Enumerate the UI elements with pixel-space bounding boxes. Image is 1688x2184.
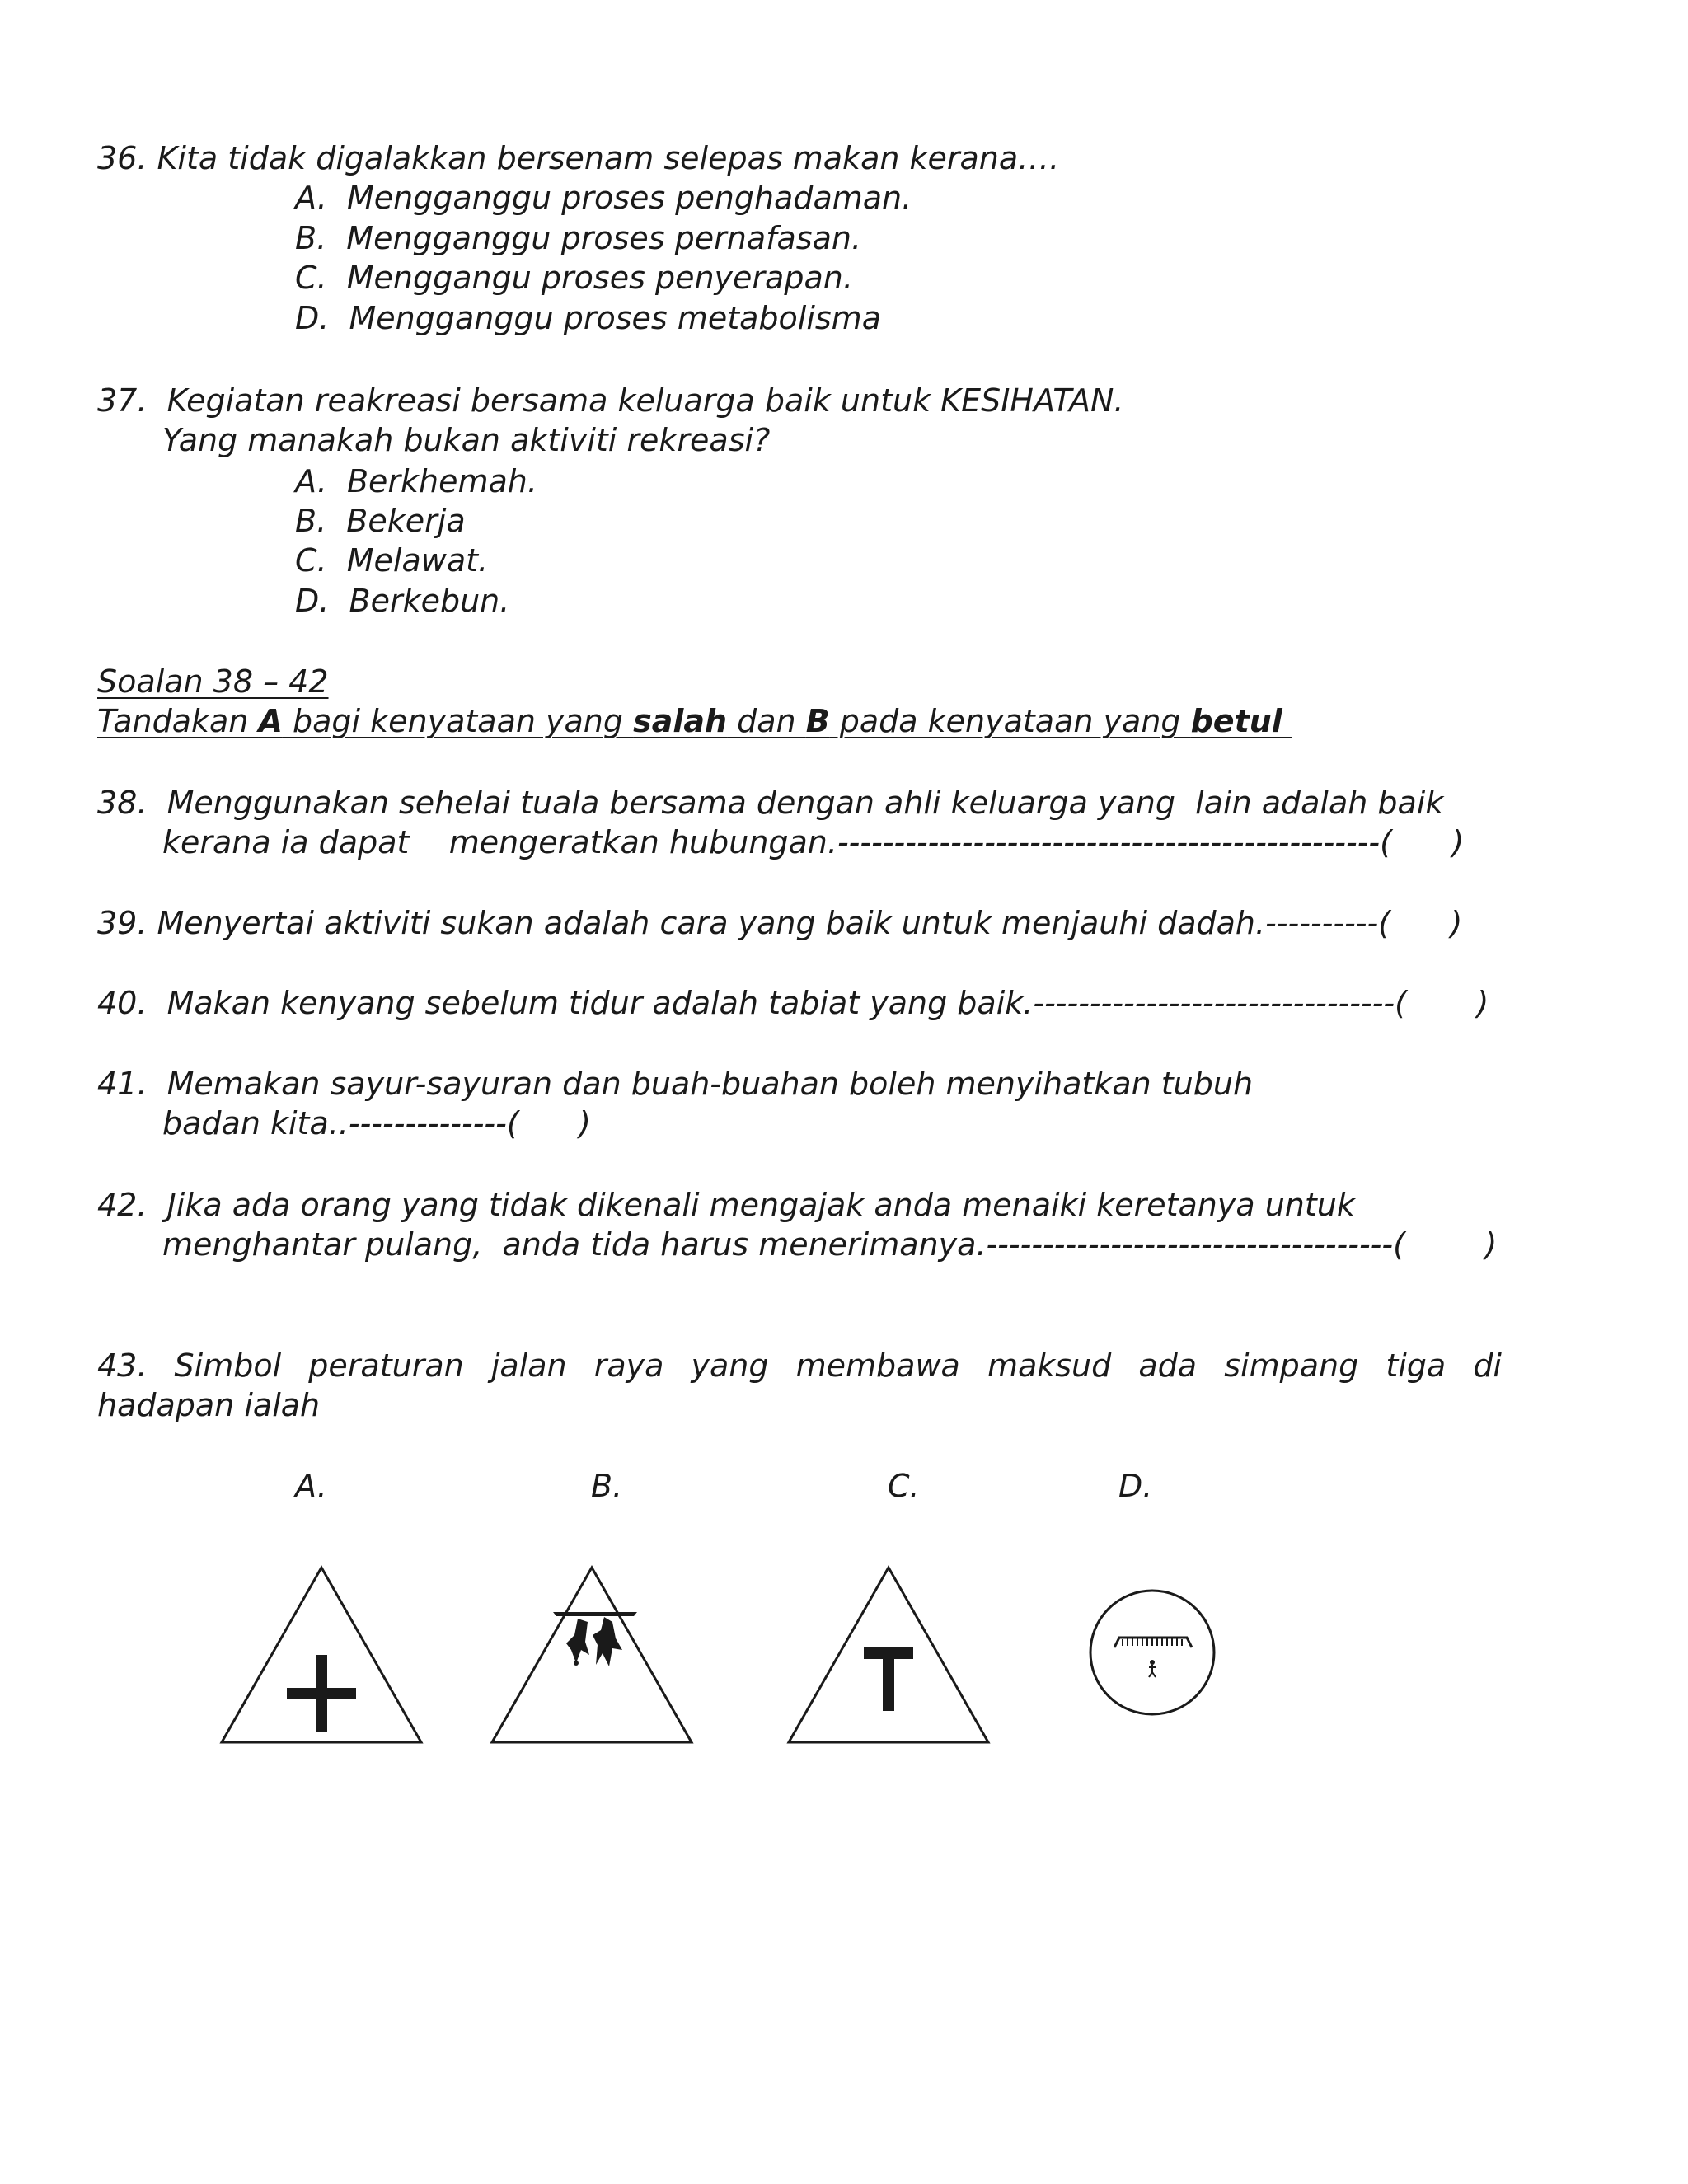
q38-line-2[interactable]: kerana ia dapat mengeratkan hubungan.------------------------------------------------( ) bbox=[162, 824, 1465, 860]
pictogram-dot bbox=[574, 1661, 579, 1666]
q37-stem-line-2: Yang manakah bukan aktiviti rekreasi? bbox=[162, 422, 771, 458]
triangle-children-sign-icon[interactable] bbox=[489, 1564, 695, 1746]
q43-option-label-a[interactable]: A. bbox=[295, 1468, 327, 1504]
q37-option-a[interactable]: A. Berkhemah. bbox=[295, 463, 537, 499]
pictogram-bar bbox=[553, 1612, 637, 1616]
circle-bridge-sign-icon[interactable] bbox=[1086, 1586, 1218, 1718]
triangle-cross-sign-icon[interactable] bbox=[218, 1564, 424, 1746]
q40-line-1[interactable]: 40. Makan kenyang sebelum tidur adalah tabiat yang baik.--------------------------------( ) bbox=[97, 985, 1489, 1021]
q43-option-label-b[interactable]: B. bbox=[591, 1468, 623, 1504]
triangle-t-junction-sign-icon[interactable] bbox=[785, 1564, 992, 1746]
q36-stem: 36. Kita tidak digalakkan bersenam selepas makan kerana…. bbox=[97, 140, 1060, 176]
q37-option-b[interactable]: B. Bekerja bbox=[295, 503, 466, 539]
q43-stem-line-1: 43. Simbol peraturan jalan raya yang membawa maksud ada simpang tiga di bbox=[97, 1347, 1502, 1384]
sign-triangle-outline bbox=[492, 1568, 692, 1742]
t-stem bbox=[883, 1647, 894, 1711]
bridge-figure-head bbox=[1150, 1660, 1155, 1665]
q41-line-1: 41. Memakan sayur-sayuran dan buah-buahan boleh menyihatkan tubuh bbox=[97, 1066, 1254, 1102]
q39-line-1[interactable]: 39. Menyertai aktiviti sukan adalah cara yang baik untuk menjauhi dadah.----------( ) bbox=[97, 905, 1463, 941]
q43-option-label-c[interactable]: C. bbox=[888, 1468, 920, 1504]
q36-option-c[interactable]: C. Menggangu proses penyerapan. bbox=[295, 260, 853, 296]
q43-stem-line-2: hadapan ialah bbox=[97, 1387, 321, 1423]
q36-option-b[interactable]: B. Mengganggu proses pernafasan. bbox=[295, 220, 862, 256]
q38-line-1: 38. Menggunakan sehelai tuala bersama dengan ahli keluarga yang lain adalah baik bbox=[97, 785, 1444, 821]
q37-stem-line-1: 37. Kegiatan reakreasi bersama keluarga baik untuk KESIHATAN. bbox=[97, 382, 1124, 419]
q42-line-1: 42. Jika ada orang yang tidak dikenali mengajak anda menaiki keretanya untuk bbox=[97, 1187, 1355, 1223]
section-instruction: Tandakan A bagi kenyataan yang salah dan B pada kenyataan yang betul bbox=[97, 703, 1282, 739]
sign-circle-outline bbox=[1090, 1591, 1214, 1714]
q36-option-d[interactable]: D. Mengganggu proses metabolisma bbox=[295, 300, 881, 336]
q43-option-label-d[interactable]: D. bbox=[1118, 1468, 1153, 1504]
q37-option-d[interactable]: D. Berkebun. bbox=[295, 583, 510, 619]
section-title: Soalan 38 – 42 bbox=[97, 663, 329, 700]
q37-option-c[interactable]: C. Melawat. bbox=[295, 542, 489, 579]
q36-option-a[interactable]: A. Mengganggu proses penghadaman. bbox=[295, 180, 912, 216]
q42-line-2[interactable]: menghantar pulang, anda tida harus menerimanya.------------------------------------( ) bbox=[162, 1226, 1498, 1263]
cross-horizontal-bar bbox=[287, 1688, 356, 1699]
q41-line-2[interactable]: badan kita..--------------( ) bbox=[162, 1105, 591, 1141]
